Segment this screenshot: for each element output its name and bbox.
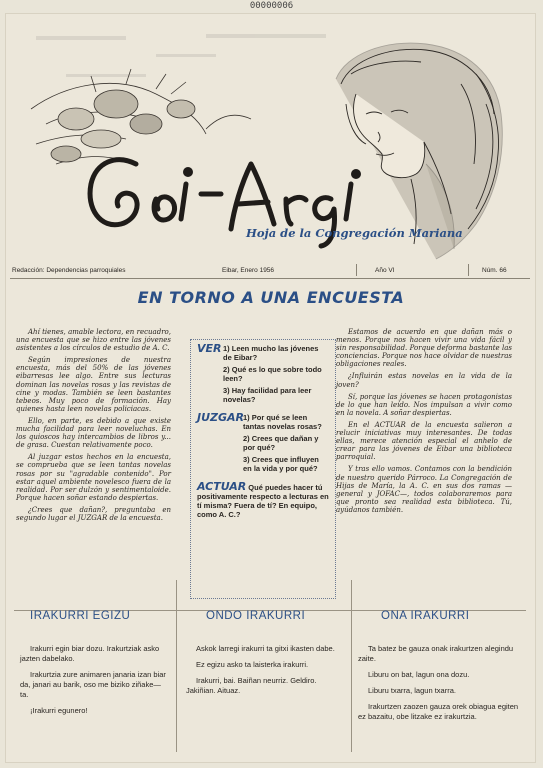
editorial-address: Redacción: Dependencias parroquiales [12,267,126,274]
basque-column-1 [20,644,168,722]
divider [356,264,357,276]
paragraph: Irakurri, bai. Baiñan neurriz. Geldiro. Jakiñian. Aituaz. [186,676,317,695]
masthead-subtitle: Hoja de la Congregación Mariana [246,226,463,240]
column-title: IRAKURRI EGIZU [30,610,131,622]
basque-column-3 [358,644,523,728]
column-title: ONA IRAKURRI [381,610,470,622]
paragraph: Y tras ello vamos. Contamos con la bendición de nuestro querido Párroco. La Congregación de Hijas de María, la A. C. en sus dos ramas —general y JOFAC—, todos colaboraremos para que pronto sea realidad esta biblioteca. Tú, ayúdanos también. [336,465,512,514]
question: 2) Qué es lo que sobre todo leen? [223,365,322,383]
actuar-label: ACTUAR [197,480,247,493]
juzgar-label: JUZGAR [197,411,245,424]
place-date: Eibar, Enero 1956 [222,267,275,274]
paragraph: Liburu txarra, lagun txarra. [368,686,456,695]
paragraph: ¡Irakurri egunero! [30,706,88,715]
issue-number: Núm. 66 [482,267,507,274]
divider [468,264,469,276]
article-left-column [16,328,171,526]
paragraph: En el ACTUAR de la encuesta salieron a relucir iniciativas muy interesantes. De todas ellas, merece atención especial el anhelo de crear para las jóvenes de Eibar una biblioteca parroquial. [336,420,512,462]
ver-label: VER [197,342,222,355]
flower-ornament [31,69,251,164]
info-bar [10,264,530,279]
column-divider [351,580,352,752]
paragraph: Ta batez be gauza onak irakurtzen alegindu zaite. [358,644,514,663]
paragraph: Askok larregi irakurri ta gitxi ikasten dabe. [196,644,335,653]
article-right-column [336,328,512,518]
question: 1) Leen mucho las jóvenes de Eibar? [223,344,319,362]
article-headline: EN TORNO A UNA ENCUESTA [137,288,405,307]
paragraph: Irakurtzia zure animaren janaria izan biar da, janari au barik, oso me biziko ziñake—ta. [20,670,166,699]
volume-year: Año VI [375,267,395,274]
paragraph: Sí, porque las jóvenes se hacen protagonistas de lo que han leído. Nos impulsan a vivir como en la novela. A soñar despiertas. [336,392,512,417]
actuar-text: Qué puedes hacer tú positivamente respecto a lecturas en tí misma? Fuera de tí? En equipo, como A. C.? [197,483,329,519]
column-divider [176,580,177,752]
question: 3) Crees que influyen en la vida y por qué? [243,455,319,473]
survey-questionnaire-box [190,339,336,599]
scan-id: 00000006 [249,1,294,11]
question: 2) Crees que dañan y por qué? [243,434,319,452]
paragraph: Ahí tienes, amable lectora, en recuadro, una encuesta que se hizo entre las jóvenes asistentes a los círculos de estudio de A. C. [16,328,171,353]
paragraph: ¿Influirán estas novelas en la vida de la joven? [336,372,512,389]
column-title: ONDO IRAKURRI [206,610,306,622]
paragraph: Irakurri egin biar dozu. Irakurtziak asko jazten dabelako. [20,644,160,663]
question: 1) Por qué se leen tantas novelas rosas? [243,413,322,431]
newsletter-page [6,14,535,762]
paragraph: Irakurtzen zaozen gauza orek obiagua egiten ez bazaitu, obe litzake ez irakurtzia. [358,702,519,721]
paragraph: ¿Crees que dañan?, preguntaba en segundo lugar el JUZGAR de la encuesta. [16,505,171,522]
question: 3) Hay facilidad para leer novelas? [223,386,312,404]
paragraph: Según impresiones de nuestra encuesta, más del 50% de las jóvenes eibarresas lee algo. Entre sus lecturas dominan las novelas rosas y las revistas de cine y modas. También se leen bastantes tebeos. Muy poco de formación. Hay quienes hasta leen novelas policiacas. [16,356,171,413]
paragraph: Ello, en parte, es debido a que existe mucha facilidad para leer noveluchas. En los quioscos hay intercambios de libros y... de grasa. Cuestan relativamente poco. [16,416,171,450]
actuar-section [197,482,329,519]
basque-column-2 [186,644,341,702]
juzgar-section [197,413,329,476]
paragraph: Ez egizu asko ta laisterka irakurri. [196,660,309,669]
paragraph: Liburu on bat, lagun ona dozu. [368,670,470,679]
paragraph: Al juzgar estos hechos en la encuesta, se comprueba que se leen tantas novelas rosas por su "agradable contenido". Por estar aquel ambiente novelesco fuera de la realidad. Por ser dulzón y sentimentaloide. Porque hacen soñar estando despiertas. [16,453,171,502]
ver-section [197,344,329,407]
paragraph: Estamos de acuerdo en que dañan más o menos. Porque nos hacen vivir una vida fácil y sin responsabilidad. Porque deforma bastante las conciencias. Porque nos hace olvidar de nuestras obligaciones reales. [336,328,512,369]
